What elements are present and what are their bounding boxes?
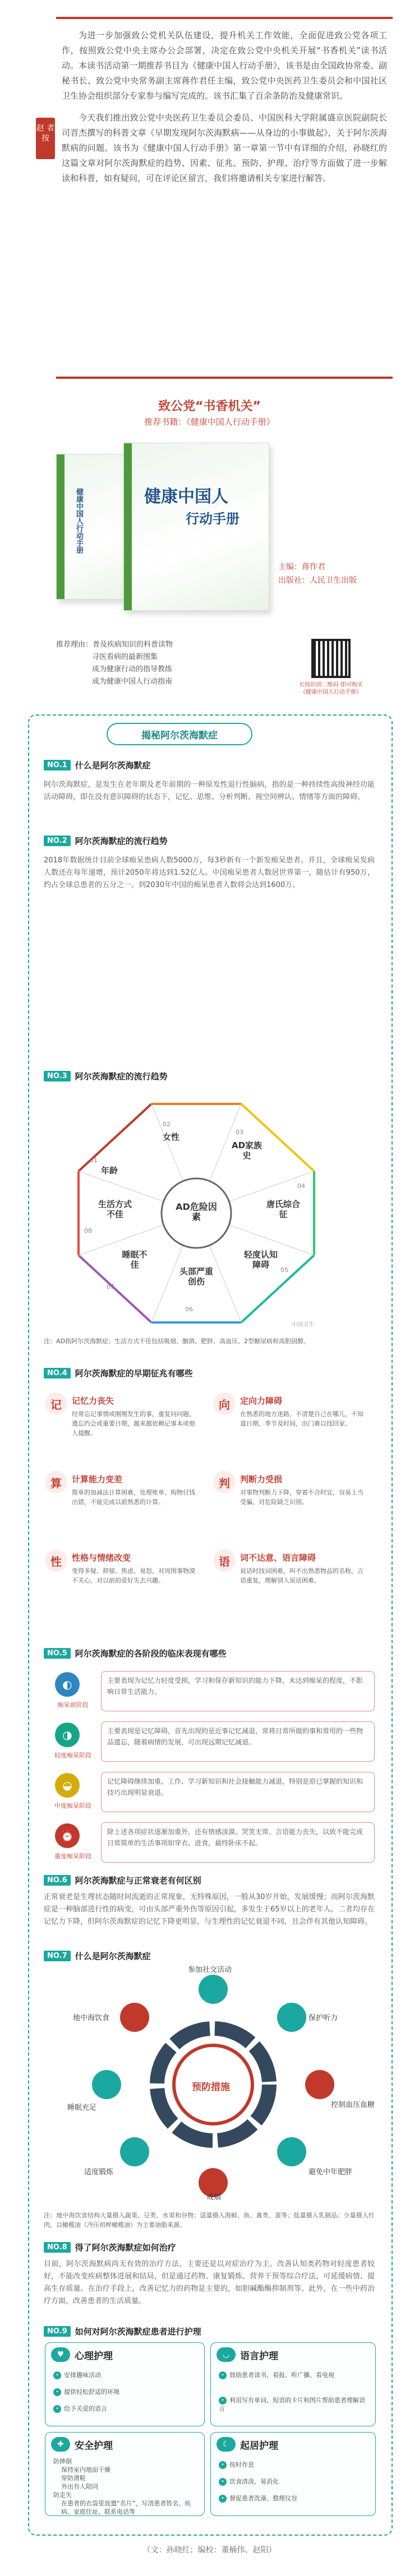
heart-icon: ♥ (51, 2347, 70, 2362)
calculator-icon: 算 (45, 1471, 67, 1493)
section-6-text: 正常衰老是生理状态随时间流逝的正常现象，无特殊原因，一般从30岁开始，发展缓慢；而阿尔茨海默症是一种脑部进行性的病变，可由头部严重外伤等原因引起，多发生于65岁以上的老年人。二者均存在记忆力下降，但阿尔茨海默症的记忆下降更明显，与生理性的记忆衰退不同，且会伴有其他认知障碍。 (44, 1893, 375, 1926)
intro-block (56, 17, 393, 379)
stage-row: ⏰ 重度痴呆阶段 除上述各项症状逐渐加重外，还有情感淡漠、哭笑无常、言语能力丧失，以致不能完成日常简单的生活事项如穿衣、进食，最终卧床不起。 (50, 1821, 376, 1866)
stage-row: ◐ 痴呆前阶段 主要表现为记忆力轻度受损，学习和保存新知识的能力下降，未达到痴呆的程度，不影响日常生活能力。 (50, 1670, 376, 1715)
care-language-box: ◡ 语言护理 • 鼓励患者读书、看报、听广播、看电视 • 利用写有单词、短语的卡片和图片帮助患者理解语言 (210, 2342, 376, 2426)
section-2-heading: NO.2 阿尔茨海默症的流行趋势 (44, 835, 168, 847)
reason-item: 成为健康行动的指导教练 (92, 665, 173, 674)
section-9-heading: NO.9 如何对阿尔茨海默症患者进行护理 (44, 2326, 201, 2337)
section-1-text: 阿尔茨海默症，是发生在老年期及老年前期的一种原发性退行性脑病，指的是一种持续性高级神经功能活动障碍，即在没有意识障碍的状态下，记忆、思维、分析判断、视空间辨认、情绪等方面的障碍。 (44, 781, 375, 801)
sign-card: 语 词不达意、语言障碍 说话时找词困难，叫不出熟悉物品的名称，言语重复，理解别人说话困难。 (213, 1549, 373, 1622)
compass-icon: 向 (213, 1393, 236, 1415)
wheel-item: 睡眠充足 (67, 2104, 97, 2112)
care-living-box: ☾ 起居护理 • 按时作息 • 饮食清淡，易消化 • 督促患者洗澡、整理仪容 (210, 2432, 376, 2516)
book-cover-title-2: 行动手册 (186, 511, 240, 527)
scale-icon: 判 (213, 1471, 236, 1493)
sign-card: 性 性格与情绪改变 变得多疑、抑郁、焦虑、易怒，对周围事物漠不关心，对以前的爱好失去兴趣。 (45, 1549, 205, 1622)
factor-label: 轻度认知障碍 (243, 1250, 278, 1270)
section-8-text: 目前，阿尔茨海默病尚无有效的治疗方法，主要还是以对症治疗为主。改善认知类药物对轻度患者较好，不能改变疾病整体进展和结局，但是通过药物、康复锻炼、营养干预等综合疗法，可延缓病情、提高生存质量。在治疗手段上，改善记忆力的药物是主要的，如胆碱酯酶抑制剂等。此外，在一些中药治疗方面，改善患者的生活质量。 (44, 2260, 375, 2305)
stage-row: ◒ 中度痴呆阶段 记忆障碍继续加重，工作、学习新知识和社会接触能力减退，特别是原已掌握的知识和技巧出现明显衰退。 (50, 1771, 376, 1816)
risk-factor-diagram: 年龄 01 女性 02 AD家族史 03 唐氏综合征 04 轻度认知障碍 05 头部严重创伤 06 睡眠不佳 07 生活方式不佳 08 AD危险因素 中国卫生 (67, 1098, 325, 1328)
care-psych-box: ♥ 心理护理 • 安排趣味活动 • 提供轻松舒适的环境 • 给予关爱的语言 (45, 2342, 205, 2426)
book-chief-editor: 主编：蒋作君 (278, 563, 325, 572)
section-7-note: 注：地中海饮食结构大量摄入蔬果、豆类、水果和谷物；适量摄入海鲜、鱼、禽类、蛋等；低量摄入乳制品；少量摄入红肉，以橄榄油（冷压初榨橄榄油）为主要油脂来源。 (44, 2212, 375, 2229)
intro-paragraph-1: 为进一步加强致公党机关队伍建设，提升机关工作效能，全面促进致公党各项工作，按照致公党中央主席办公会部署，决定在致公党中央机关开展“书香机关”读书活动。本读书活动第一期推荐书目为《健康中国人行动手册》，该书是由全国政协常委、副秘书长、致公党中央常务副主席蒋作君任主编，致公党中央医药卫生委员会和中国社区卫生协会组织部分专家参与编写完成的。该书汇集了百余条防治及健康常识。 (62, 30, 387, 101)
book-publisher: 出版社：人民卫生出版 (278, 576, 357, 585)
factor-label: 唐氏综合征 (266, 1199, 301, 1219)
recommend-subtitle: 推荐书籍：《健康中国人行动手册》 (144, 417, 275, 427)
qr-code[interactable] (311, 639, 351, 678)
section-1-heading: NO.1 什么是阿尔茨海默症 (44, 759, 151, 771)
diagram-center-label: AD危险因素 (176, 1201, 217, 1222)
brain-icon: 记 (45, 1393, 67, 1415)
head-icon: ◑ (55, 1723, 80, 1747)
shield-icon: ✚ (51, 2437, 70, 2452)
wheel-item: 避免中年肥胖 (309, 2168, 353, 2176)
qr-caption: 长按识别二维码 即可购买《健康中国人行动手册》 (299, 682, 363, 695)
section-8-heading: NO.8 得了阿尔茨海默症如何治疗 (44, 2241, 176, 2253)
factor-label: 头部严重创伤 (179, 1266, 214, 1287)
reasons-label: 推荐理由： (56, 640, 93, 649)
editor-note-tag: 赵 者 按 (36, 118, 55, 159)
book-info (278, 560, 357, 587)
wheel-item: 参加社交活动 (188, 1966, 232, 1974)
bed-icon: ☾ (217, 2437, 236, 2452)
head-icon: ◐ (55, 1672, 80, 1697)
section-4-heading: NO.4 阿尔茨海默症的早期征兆有哪些 (44, 1367, 193, 1379)
book-spine-title: 健康中国人行动手册 (75, 488, 83, 554)
speech-icon: 语 (213, 1549, 236, 1572)
section-3-heading: NO.3 阿尔茨海默症的流行趋势 (44, 1070, 168, 1082)
section-2-text: 2018年数据统计目前全球痴呆患病人数5000万，每3秒新有一个新发痴呆患者。并且，全球痴呆发病人数还在每年递增，预计2050年将达到1.52亿人。中国痴呆患者人数居世界第一，随估计有950万，约占全球总患者的五分之一。到2030年中国的痴呆患者人数将会达到1600万。 (44, 856, 375, 889)
book-image (56, 443, 370, 622)
stage-row: ◑ 轻度痴呆阶段 主要表现是记忆障碍，首先出现的是近事记忆减退，常将日常所做的事和常用的一些物品遗忘，随着病情的发展，可出现远期记忆减退。 (50, 1720, 376, 1765)
wheel-item: 保护听力 (309, 2014, 338, 2022)
factor-label: AD家族史 (231, 1140, 263, 1161)
wheel-item: 适度锻炼 (84, 2168, 114, 2176)
section-7-heading: NO.7 什么是阿尔茨海默症 (44, 1950, 151, 1962)
sign-card: 记 记忆力丧失 经常忘记事情或刚刚发生的事，重复问问题，遗忘约会或重要日期，越来越依赖记事本或他人提醒。 (45, 1393, 205, 1465)
alarm-icon: ⏰ (55, 1823, 80, 1848)
credit-line: （文：孙晓红；编校：董楠伟、赵阳） (142, 2546, 277, 2555)
card-header: 揭秘阿尔茨海默症 (107, 723, 252, 745)
factor-label: 睡眠不佳 (122, 1250, 148, 1270)
lips-icon: ◡ (217, 2347, 236, 2362)
reason-item: 成为健康中国人行动指南 (92, 677, 173, 686)
sign-card: 向 定向力障碍 在熟悉的地方迷路，不清楚自己在哪儿，不知道日期、季节及时间，出门难以找回家。 (213, 1393, 373, 1465)
section-3-note: 注：AD指阿尔茨海默症；生活方式不佳包括吸烟、酗酒、肥胖、高血压、2型糖尿病和高胆固醇。 (44, 1338, 310, 1345)
sign-card: 判 判断力受损 对事物判断力下降，穿着不合时宜，容易上当受骗，对危险缺乏识别。 (213, 1471, 373, 1544)
wheel-item: 控制血压血糖 (331, 2101, 375, 2109)
wheel-item: 地中海饮食 (73, 2014, 110, 2022)
recommend-reasons (56, 639, 173, 688)
factor-label: 女性 (163, 1132, 180, 1142)
head-icon: ◒ (55, 1773, 80, 1798)
care-safety-box: ✚ 安全护理 防摔倒 保持室内地面干燥 穿防滑鞋 外出有人陪同 防走失 在患者的衣袋里放置“名片”，写清患者姓名、疾病、家庭住址、联系电话等 (45, 2432, 205, 2516)
recommend-title: 致公党“书香机关” (158, 400, 261, 414)
book-cover (123, 443, 269, 611)
reason-item: 普及疾病知识的科普读物 (93, 640, 173, 649)
wheel-item: 戒烟 (206, 2193, 222, 2202)
intro-paragraph-2: 今天我们推出致公党中央医药卫生委员会委员、中国医科大学附属盛京医院副院长司晋杰撰写的科普文章《早期发现阿尔茨海默病——从身边的小事做起》，关于阿尔茨海默病的问题。该书为《健康中国人行动手册》第一章第一节中有详细的介绍，孙晓红的这篇文章对阿尔茨海默症的趋势、因素、征兆、预防、护理、治疗等方面做了进一步解读和科普，如有疑问，可在评论区留言，我们将邀请相关专家进行解答。 (62, 113, 387, 183)
sign-card: 算 计算能力变差 简单的加减法计算困难，处理账单、购物付钱出错，不能完成以前熟悉的计算。 (45, 1471, 205, 1544)
book-cover-title-1: 健康中国人 (144, 487, 228, 507)
wheel-center-label: 预防措施 (192, 2082, 230, 2093)
section-5-heading: NO.5 阿尔茨海默症的各阶段的临床表现有哪些 (44, 1647, 227, 1659)
reason-item: 寻医看病的最新图集 (92, 653, 158, 661)
factor-label: 年龄 (101, 1166, 118, 1176)
prevention-wheel (67, 1966, 375, 2202)
mood-icon: 性 (45, 1549, 67, 1572)
section-6-heading: NO.6 阿尔茨海默症与正常衰老有何区别 (44, 1874, 201, 1886)
factor-label: 生活方式不佳 (98, 1199, 132, 1219)
